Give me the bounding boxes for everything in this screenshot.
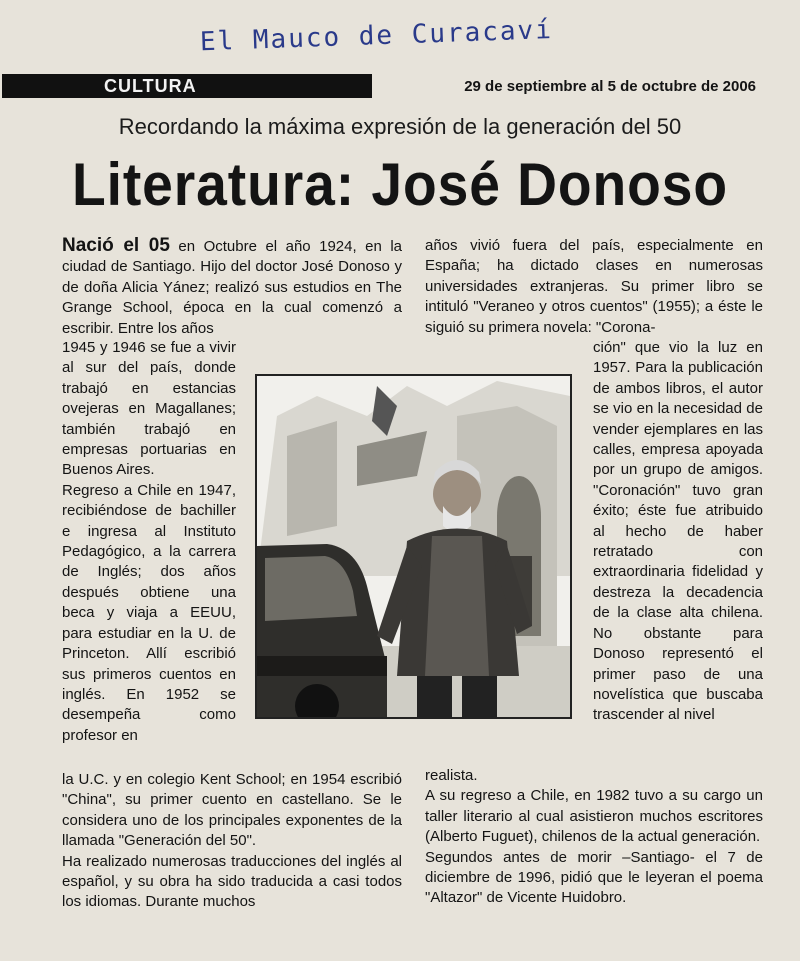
author-photo-illustration — [257, 376, 570, 717]
handwritten-annotation: El Mauco de Curacaví — [199, 15, 554, 58]
kicker: Recordando la máxima expresión de la generación del 50 — [118, 114, 682, 139]
paragraph-realista: realista. — [425, 767, 478, 784]
paragraph-uc: la U.C. y en colegio Kent School; en 1954 escribió "China", su primer cuento en castellano. Se le considera uno de los principales exponentes de la llamada "Generación del 50". — [62, 771, 402, 850]
author-photo — [255, 374, 572, 719]
lead-words: Nació el 05 — [62, 235, 170, 256]
left-top-text: en Octubre el año 1924, en la ciudad de Santiago. Hijo del doctor José Donoso y de doña Alicia Yánez; realizó sus estudios en The Grange School, época en la cual comenzó a escribir. Entre los años — [62, 238, 402, 337]
left-column-bottom — [62, 770, 402, 913]
paragraph-translations: Ha realizado numerosas traducciones del inglés al español, y su obra ha sido traducida a casi todos los idiomas. Durante muchos — [62, 852, 402, 911]
paragraph-taller: A su regreso a Chile, en 1982 tuvo a su cargo un taller literario al cual asistieron muchos escritores (Alberto Fuguet), chilenos de la actual generación. — [425, 787, 763, 846]
left-column-mid — [62, 338, 236, 746]
paragraph-coronacion: ción" que vio la luz en 1957. Para la publicación de ambos libros, el autor se vio en la necesidad de vender ejemplares en las calles, empresa apoyada por un grupo de amigos. "Coronación" tuvo gran éxito; éste fue atribuido al hecho de haber retratado con extraordinaria fidelidad y destreza la decadencia de la clase alta chilena. No obstante para Donoso representó el primer paso de una novelística que buscaba trascender al nivel — [593, 339, 763, 724]
issue-date: 29 de septiembre al 5 de octubre de 2006 — [464, 78, 756, 95]
paragraph-south: 1945 y 1946 se fue a vivir al sur del país, donde trabajó en estancias ovejeras en Magallanes; también trabajó en empresas portuarias en Buenos Aires. — [62, 339, 236, 479]
headline: Literatura: José Donoso — [71, 151, 729, 218]
paragraph-return: Regreso a Chile en 1947, recibiéndose de bachiller e ingresa al Instituto Pedagógico, a la carrera de Inglés; dos años después obtiene una beca y viaja a EEUU, para estudiar en la U. de Princeton. Allí escribió sus primeros cuentos en inglés. En 1952 se desempeña como profesor en — [62, 481, 236, 744]
left-column-top — [62, 236, 402, 339]
section-label: CULTURA — [104, 76, 197, 96]
paragraph-death: Segundos antes de morir –Santiago- el 7 de diciembre de 1996, pidió que le leyeran el poema "Altazor" de Vicente Huidobro. — [425, 848, 763, 907]
right-column-top — [425, 236, 763, 338]
right-column-mid — [593, 338, 763, 726]
paragraph-abroad: años vivió fuera del país, especialmente en España; ha dictado clases en numerosas universidades extranjeras. Su primer libro se intituló "Veraneo y otros cuentos" (1955); a éste le siguió su primera novela: "Corona- — [425, 237, 763, 336]
right-column-bottom — [425, 766, 763, 909]
